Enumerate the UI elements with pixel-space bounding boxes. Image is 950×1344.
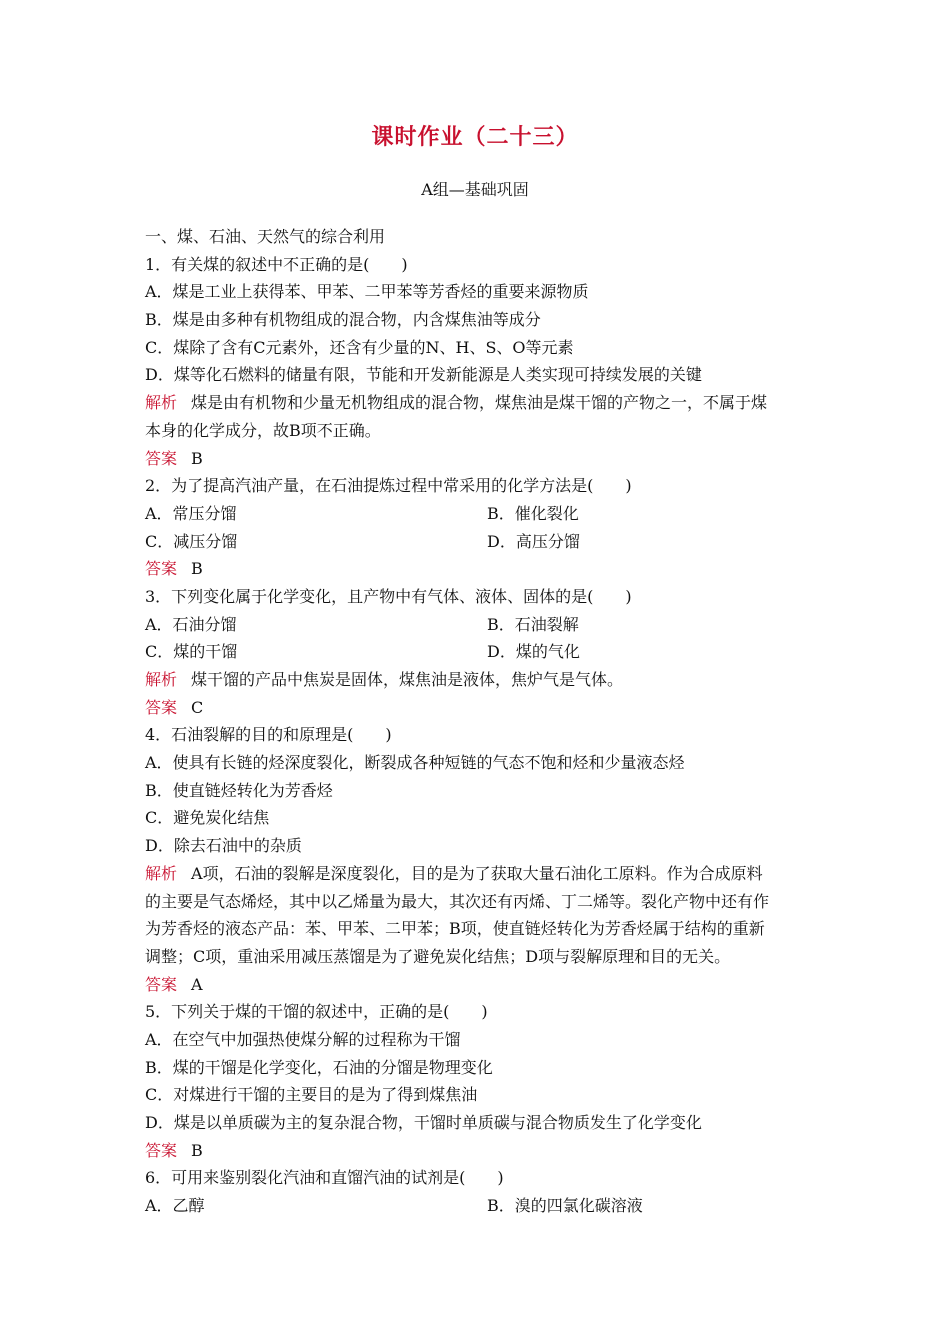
q3-stem: 3．下列变化属于化学变化，且产物中有气体、液体、固体的是( ) xyxy=(145,586,632,606)
page-title: 课时作业（二十三） xyxy=(371,124,579,150)
document-body xyxy=(145,223,815,1220)
q1-option-a: A．煤是工业上获得苯、甲苯、二甲苯等芳香烃的重要来源物质 xyxy=(145,282,589,302)
q5-option-c: C．对煤进行干馏的主要目的是为了得到煤焦油 xyxy=(145,1085,478,1105)
q4-option-c: C．避免炭化结焦 xyxy=(145,808,270,828)
q2-option-c: C．减压分馏 xyxy=(145,531,238,551)
q5-stem: 5．下列关于煤的干馏的叙述中，正确的是( ) xyxy=(145,1002,488,1022)
q6-stem: 6．可用来鉴别裂化汽油和直馏汽油的试剂是( ) xyxy=(145,1168,504,1188)
group-subtitle: A组—基础巩固 xyxy=(421,180,529,199)
answer-label: 答案 xyxy=(145,1140,178,1160)
answer-label: 答案 xyxy=(145,448,178,468)
q1-analysis-text-1: 煤是由有机物和少量无机物组成的混合物，煤焦油是煤干馏的产物之一，不属于煤 xyxy=(191,393,768,413)
q4-answer xyxy=(145,971,815,999)
q4-analysis-text-4: 调整；C项，重油采用减压蒸馏是为了避免炭化结焦；D项与裂解原理和目的无关。 xyxy=(145,946,731,966)
analysis-label: 解析 xyxy=(145,393,178,413)
q4-option-a: A．使具有长链的烃深度裂化，断裂成各种短链的气态不饱和烃和少量液态烃 xyxy=(145,753,685,773)
q4-stem: 4．石油裂解的目的和原理是( ) xyxy=(145,725,392,745)
q5-answer-value: B xyxy=(191,1140,203,1160)
q3-answer-value: C xyxy=(191,697,204,717)
q2-option-a: A．常压分馏 xyxy=(145,503,237,523)
answer-label: 答案 xyxy=(145,559,178,579)
q1-option-b: B．煤是由多种有机物组成的混合物，内含煤焦油等成分 xyxy=(145,310,541,330)
q1-stem: 1．有关煤的叙述中不正确的是( ) xyxy=(145,254,408,274)
analysis-label: 解析 xyxy=(145,863,178,883)
q2-answer-value: B xyxy=(191,559,203,579)
analysis-label: 解析 xyxy=(145,670,178,689)
answer-label: 答案 xyxy=(145,974,178,994)
q4-analysis xyxy=(145,860,815,888)
q6-option-a: A．乙醇 xyxy=(145,1196,205,1216)
q4-analysis-text-2: 的主要是气态烯烃，其中以乙烯量为最大，其次还有丙烯、丁二烯等。裂化产物中还有作 xyxy=(145,891,770,911)
q5-answer xyxy=(145,1137,815,1165)
q2-option-b: B．催化裂化 xyxy=(487,503,579,523)
q2-option-d: D．高压分馏 xyxy=(487,531,580,551)
q4-analysis-text-1: A项，石油的裂解是深度裂化，目的是为了获取大量石油化工原料。作为合成原料 xyxy=(191,863,763,883)
answer-label: 答案 xyxy=(145,697,178,717)
q3-options-row-2 xyxy=(145,638,815,666)
q1-option-d: D．煤等化石燃料的储量有限，节能和开发新能源是人类实现可持续发展的关键 xyxy=(145,365,702,385)
q6-option-b: B．溴的四氯化碳溶液 xyxy=(487,1196,643,1216)
q3-analysis-text-1: 煤干馏的产品中焦炭是固体，煤焦油是液体，焦炉气是气体。 xyxy=(191,670,624,689)
q3-option-a: A．石油分馏 xyxy=(145,614,237,634)
q1-option-c: C．煤除了含有C元素外，还含有少量的N、H、S、O等元素 xyxy=(145,337,574,357)
q1-analysis-text-2: 本身的化学成分，故B项不正确。 xyxy=(145,420,381,440)
q3-option-d: D．煤的气化 xyxy=(487,642,580,662)
section-heading: 一、煤、石油、天然气的综合利用 xyxy=(145,227,386,246)
q3-option-b: B．石油裂解 xyxy=(487,614,579,634)
q3-option-c: C．煤的干馏 xyxy=(145,642,238,662)
q2-answer xyxy=(145,555,815,583)
q5-option-a: A．在空气中加强热使煤分解的过程称为干馏 xyxy=(145,1029,461,1049)
q1-analysis xyxy=(145,389,815,417)
q3-answer xyxy=(145,694,815,722)
q2-stem: 2．为了提高汽油产量，在石油提炼过程中常采用的化学方法是( ) xyxy=(145,476,632,496)
q5-option-b: B．煤的干馏是化学变化，石油的分馏是物理变化 xyxy=(145,1057,493,1077)
q3-analysis xyxy=(145,666,815,694)
q2-options-row-1 xyxy=(145,500,815,528)
q3-options-row-1 xyxy=(145,611,815,639)
q4-answer-value: A xyxy=(191,974,203,994)
q4-analysis-text-3: 为芳香烃的液态产品：苯、甲苯、二甲苯；B项，使直链烃转化为芳香烃属于结构的重新 xyxy=(145,919,765,939)
q4-option-b: B．使直链烃转化为芳香烃 xyxy=(145,780,333,800)
q1-answer-value: B xyxy=(191,448,203,468)
q1-answer xyxy=(145,445,815,473)
q5-option-d: D．煤是以单质碳为主的复杂混合物，干馏时单质碳与混合物质发生了化学变化 xyxy=(145,1113,702,1132)
q4-option-d: D．除去石油中的杂质 xyxy=(145,836,302,856)
q2-options-row-2 xyxy=(145,528,815,556)
q6-options-row-1 xyxy=(145,1192,815,1220)
